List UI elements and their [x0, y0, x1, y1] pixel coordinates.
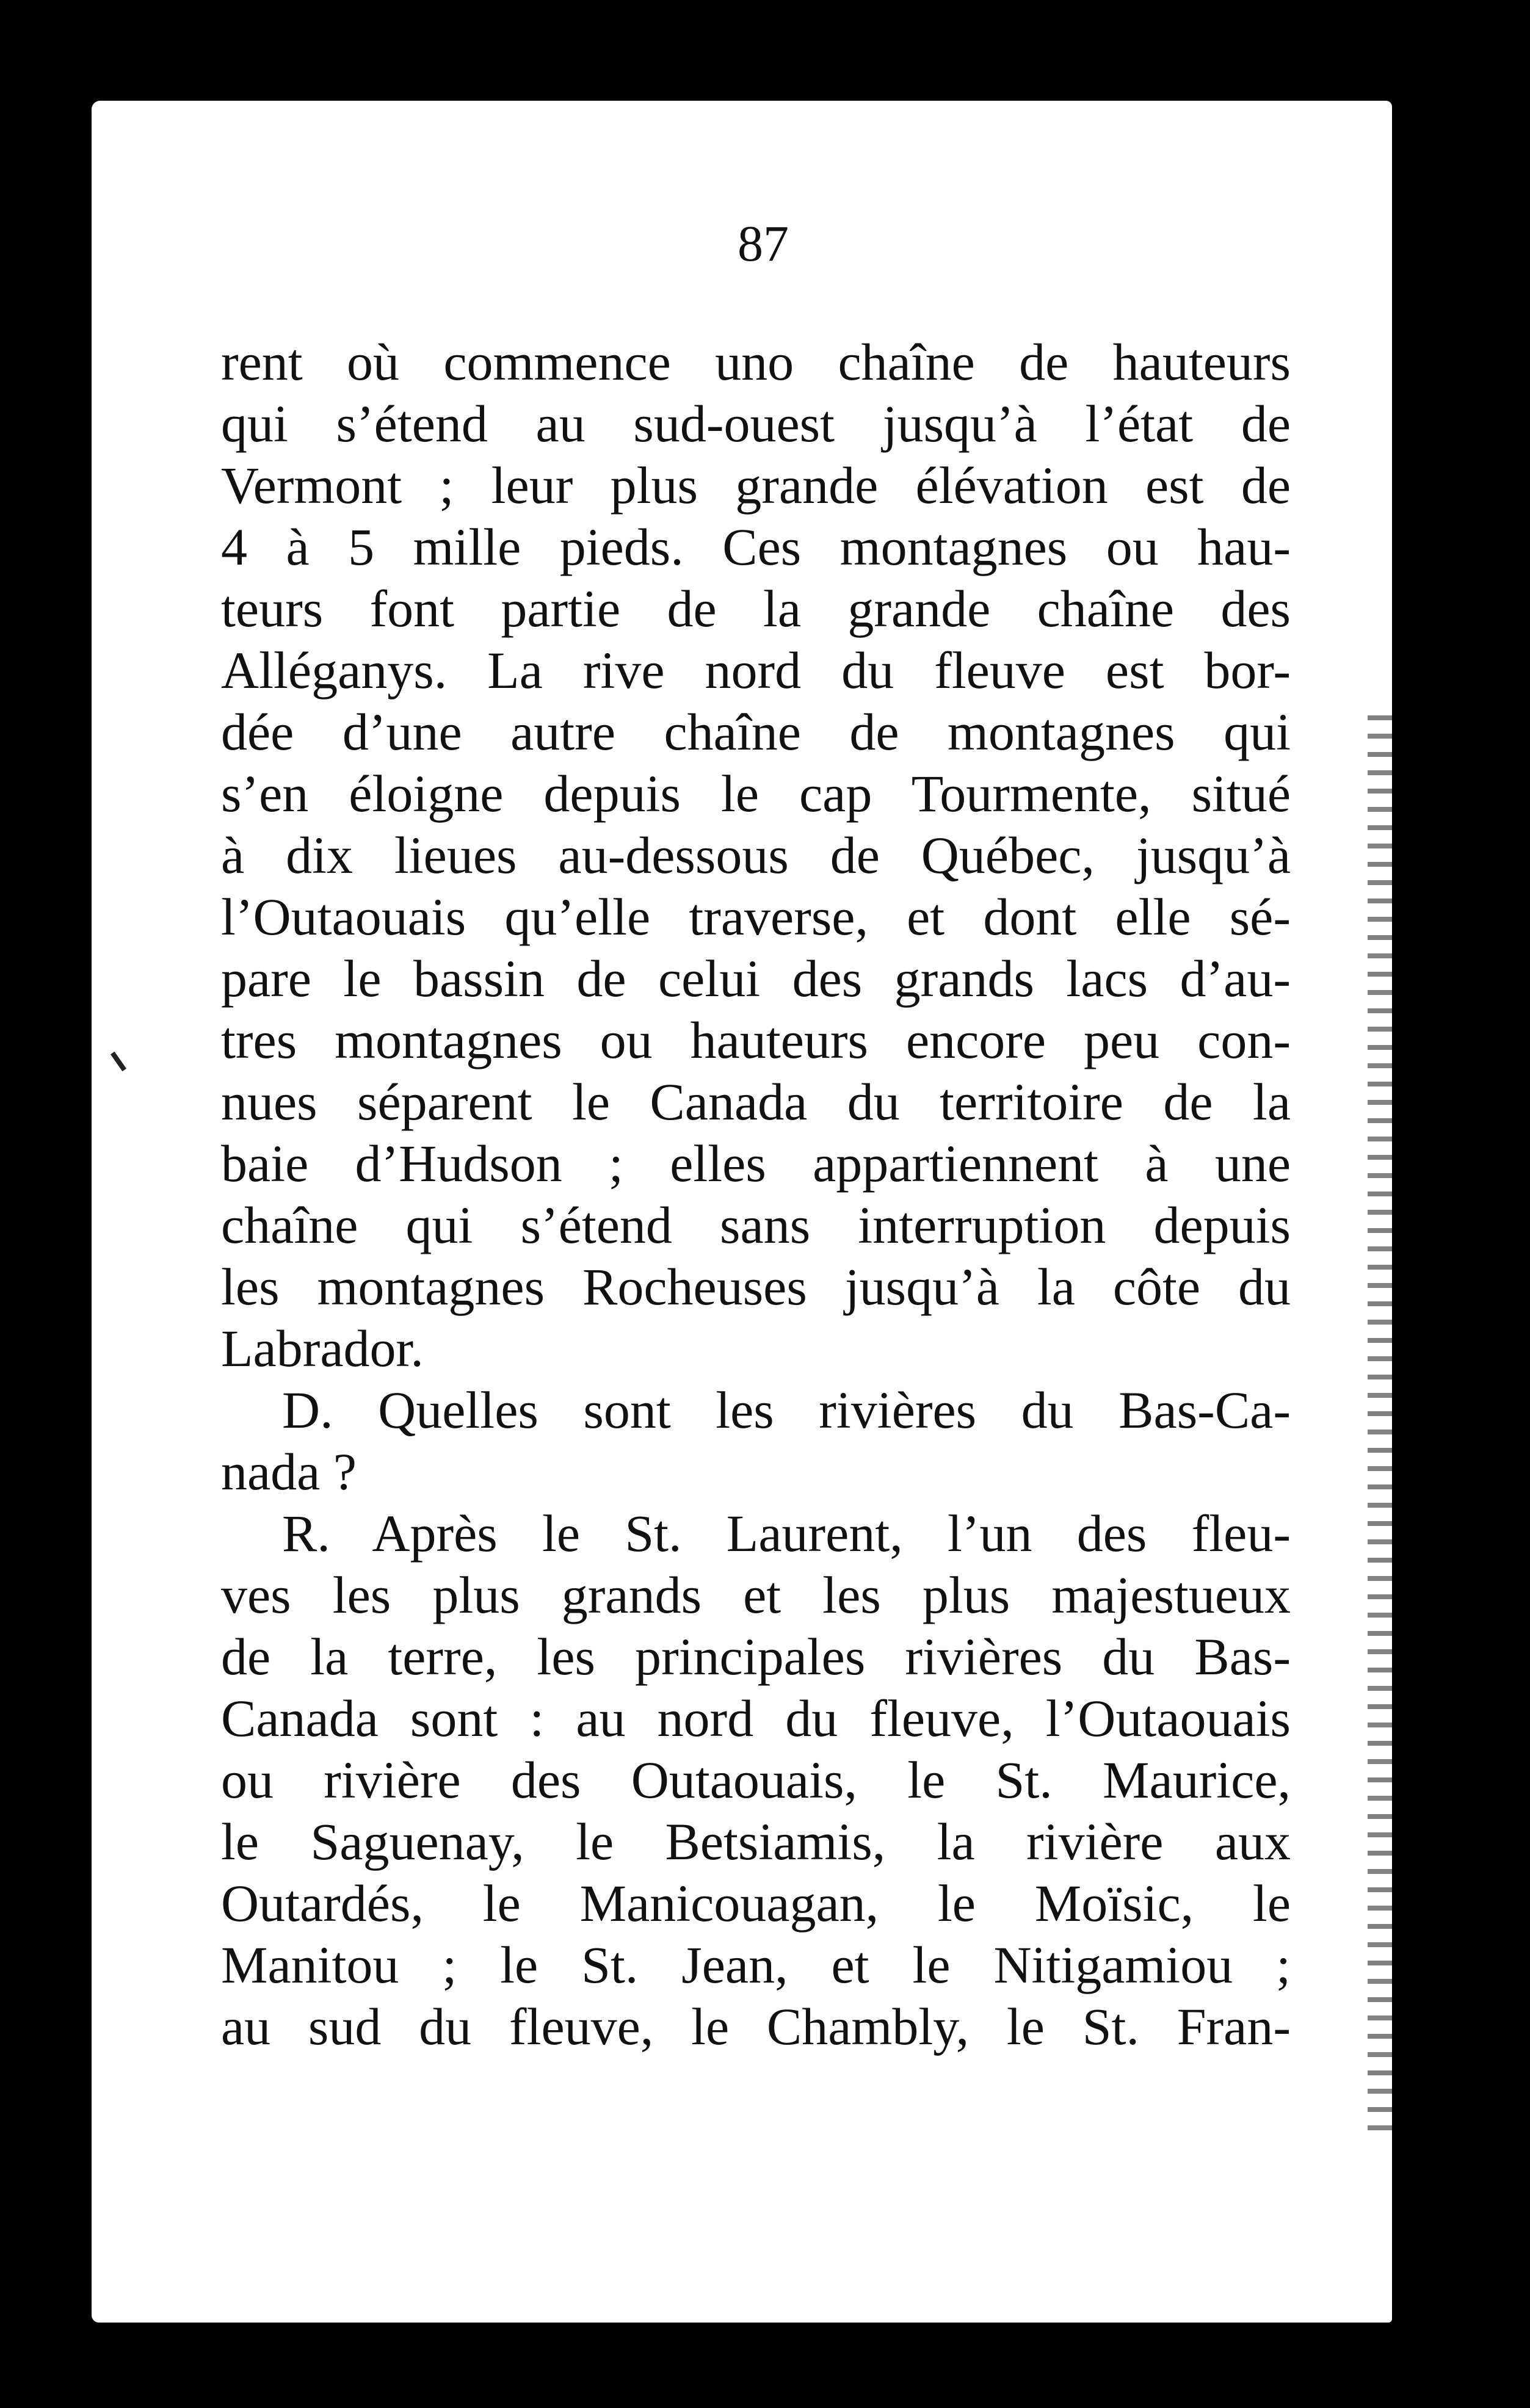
- question-line: D. Quelles sont les rivières du Bas-Ca-: [282, 1381, 1291, 1439]
- text-line: pare le bassin de celui des grands lacs d’au-: [221, 949, 1291, 1008]
- text-line: dée d’une autre chaîne de montagnes qui: [221, 703, 1291, 761]
- text-line: à dix lieues au-dessous de Québec, jusqu’à: [221, 826, 1291, 884]
- scan-edge-shadow: [1368, 702, 1392, 2136]
- text-line: baie d’Hudson ; elles appartiennent à une: [221, 1134, 1291, 1193]
- text-line: Canada sont : au nord du fleuve, l’Outaouais: [221, 1689, 1291, 1748]
- text-line: tres montagnes ou hauteurs encore peu con-: [221, 1011, 1291, 1069]
- text-line: teurs font partie de la grande chaîne des: [221, 579, 1291, 638]
- text-line: Labrador.: [221, 1319, 424, 1378]
- text-line: ves les plus grands et les plus majestueux: [221, 1566, 1291, 1624]
- text-line: de la terre, les principales rivières du Bas-: [221, 1627, 1291, 1686]
- text-line: qui s’étend au sud-ouest jusqu’à l’état de: [221, 394, 1291, 453]
- text-line: rent où commence uno chaîne de hauteurs: [221, 333, 1291, 391]
- answer-line: R. Après le St. Laurent, l’un des fleu-: [282, 1504, 1291, 1563]
- text-line: 4 à 5 mille pieds. Ces montagnes ou hau-: [221, 518, 1291, 576]
- text-line: chaîne qui s’étend sans interruption depuis: [221, 1196, 1291, 1254]
- text-line: les montagnes Rocheuses jusqu’à la côte du: [221, 1257, 1291, 1316]
- body-text: [221, 331, 1291, 2058]
- page-number: 87: [738, 215, 789, 272]
- text-line: au sud du fleuve, le Chambly, le St. Fran-: [221, 1997, 1291, 2056]
- text-line: Alléganys. La rive nord du fleuve est bor-: [221, 641, 1291, 700]
- text-line: le Saguenay, le Betsiamis, la rivière aux: [221, 1812, 1291, 1871]
- text-line: nada ?: [221, 1442, 357, 1501]
- text-line: ou rivière des Outaouais, le St. Maurice,: [221, 1751, 1291, 1809]
- text-line: s’en éloigne depuis le cap Tourmente, situé: [221, 764, 1291, 823]
- text-line: l’Outaouais qu’elle traverse, et dont elle sé-: [221, 888, 1291, 946]
- text-line: nues séparent le Canada du territoire de la: [221, 1072, 1291, 1131]
- text-line: Manitou ; le St. Jean, et le Nitigamiou ;: [221, 1936, 1291, 1994]
- text-line: Outardés, le Manicouagan, le Moïsic, le: [221, 1874, 1291, 1933]
- text-line: Vermont ; leur plus grande élévation est de: [221, 456, 1291, 515]
